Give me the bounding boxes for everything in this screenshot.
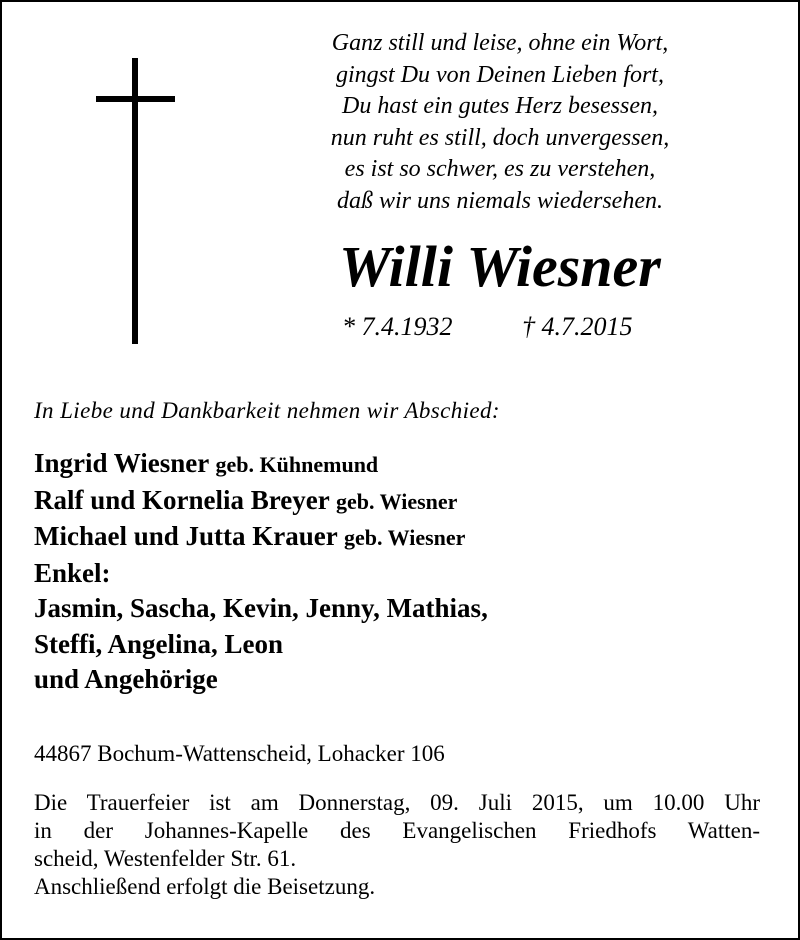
- mourner-birth-name: geb. Wiesner: [344, 525, 466, 550]
- mourner-name: Michael und Jutta Krauer: [34, 521, 338, 551]
- poem-line: es ist so schwer, es zu verstehen,: [344, 156, 656, 182]
- birth-date: * 7.4.1932: [342, 312, 453, 341]
- poem-line: Du hast ein gutes Herz besessen,: [342, 93, 658, 119]
- service-line: in der Johannes-Kapelle des Evangelischen Friedhofs Watten-: [34, 818, 760, 843]
- grandchildren-label: Enkel:: [34, 557, 111, 588]
- poem-line: Ganz still und leise, ohne ein Wort,: [331, 30, 669, 56]
- mourner-row: [34, 446, 488, 483]
- address: 44867 Bochum-Wattenscheid, Lohacker 106: [34, 741, 445, 766]
- mourners-list: [34, 446, 488, 698]
- service-info: [34, 789, 760, 901]
- farewell-intro: In Liebe und Dankbarkeit nehmen wir Abschied:: [34, 398, 500, 423]
- relatives-line: und Angehörige: [34, 664, 218, 694]
- deceased-name: Willi Wiesner: [339, 234, 661, 299]
- service-line: Anschließend erfolgt die Beisetzung.: [34, 874, 376, 899]
- grandchildren-line: Steffi, Angelina, Leon: [34, 628, 284, 659]
- poem-line: nun ruht es still, doch unvergessen,: [330, 124, 670, 151]
- grandchildren-line: Jasmin, Sascha, Kevin, Jenny, Mathias,: [34, 593, 488, 623]
- poem-line: daß wir uns niemals wiedersehen.: [337, 187, 663, 214]
- mourner-row: [34, 519, 488, 556]
- service-line: Die Trauerfeier ist am Donnerstag, 09. Juli 2015, um 10.00 Uhr: [34, 790, 760, 815]
- mourner-birth-name: geb. Wiesner: [336, 488, 458, 514]
- poem-line: gingst Du von Deinen Lieben fort,: [336, 61, 664, 88]
- poem: [270, 28, 730, 217]
- cross-icon-bar: [96, 96, 175, 102]
- mourner-name: Ingrid Wiesner: [34, 448, 209, 478]
- mourner-name: Ralf und Kornelia Breyer: [34, 484, 330, 515]
- mourner-row: [34, 483, 488, 520]
- death-date: † 4.7.2015: [522, 312, 633, 341]
- mourner-birth-name: geb. Kühnemund: [215, 452, 379, 477]
- service-line: scheid, Westenfelder Str. 61.: [34, 846, 297, 871]
